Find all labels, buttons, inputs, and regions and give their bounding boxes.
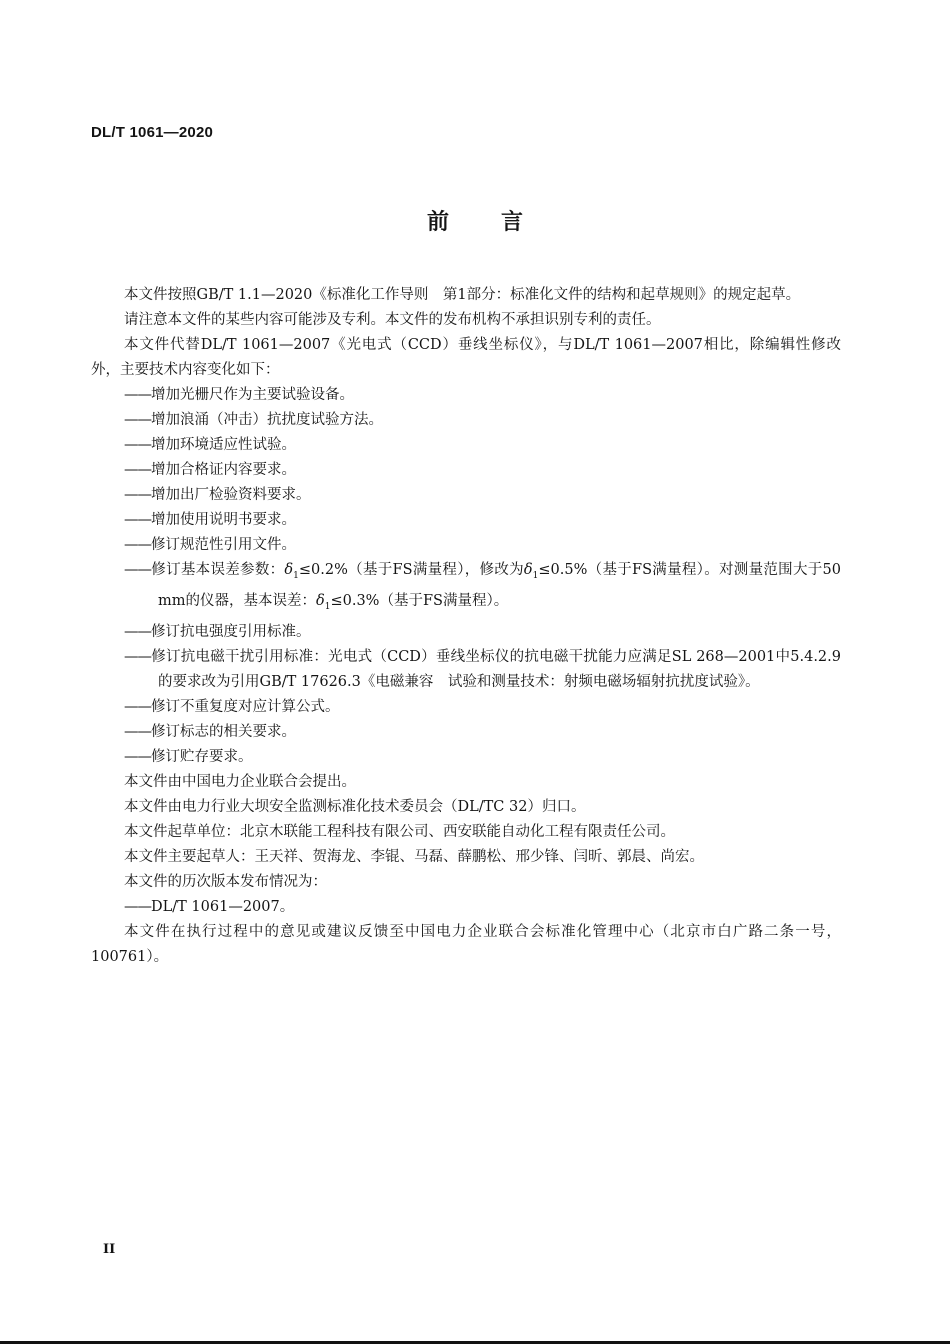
dash-marker: —— — [124, 387, 151, 403]
paragraph-history-intro: 本文件的历次版本发布情况为： — [124, 873, 327, 890]
change-item-error-params — [91, 558, 841, 620]
dash-marker: —— — [124, 537, 151, 553]
paragraph-drafting-units: 本文件起草单位：北京木联能工程科技有限公司、西安联能自动化工程有限责任公司。 — [124, 823, 675, 840]
paragraph-committee: 本文件由电力行业大坝安全监测标准化技术委员会（DL/TC 32）归口。 — [124, 798, 586, 815]
change-item — [91, 433, 841, 458]
change-text: 修订规范性引用文件。 — [151, 537, 296, 553]
paragraph-replacement: 本文件代替DL/T 1061—2007《光电式（CCD）垂线坐标仪》，与DL/T 1061—2007相比，除编辑性修改外，主要技术内容变化如下： — [91, 337, 841, 378]
change-text: ≤0.2%（基于FS满量程），修改为 — [298, 562, 524, 578]
dash-marker: —— — [124, 412, 151, 428]
change-text: 修订抗电强度引用标准。 — [151, 623, 311, 640]
dash-marker: —— — [124, 562, 151, 578]
change-item — [91, 745, 841, 770]
change-text: 增加合格证内容要求。 — [151, 462, 296, 478]
change-text: 修订标志的相关要求。 — [151, 723, 296, 740]
change-item — [91, 508, 841, 533]
page-title: 前言 — [426, 210, 575, 235]
paragraph-proposer: 本文件由中国电力企业联合会提出。 — [124, 773, 356, 790]
change-text: ≤0.3%（基于FS满量程）。 — [330, 592, 509, 609]
change-item — [91, 408, 841, 433]
change-text: 增加浪涌（冲击）抗扰度试验方法。 — [151, 412, 383, 428]
change-item — [91, 645, 841, 695]
change-item — [91, 458, 841, 483]
change-item — [91, 483, 841, 508]
change-item — [91, 620, 841, 645]
change-item — [91, 383, 841, 408]
foreword-body — [91, 283, 841, 970]
dash-marker: —— — [124, 512, 151, 528]
page-number: II — [103, 1242, 116, 1257]
change-text: 增加环境适应性试验。 — [151, 437, 296, 453]
change-text: 修订基本误差参数： — [151, 562, 285, 578]
change-text: 修订贮存要求。 — [151, 748, 253, 765]
delta-symbol: $\delta_1$ — [523, 562, 539, 581]
paragraph-patent-notice: 请注意本文件的某些内容可能涉及专利。本文件的发布机构不承担识别专利的责任。 — [124, 312, 661, 328]
change-text: ≤0.5%（基于FS满量程）。对测量范围大于50 mm的仪器，基本误差： — [158, 562, 842, 609]
dash-marker: —— — [124, 623, 151, 640]
change-text: 增加光栅尺作为主要试验设备。 — [151, 387, 354, 403]
change-text: 增加出厂检验资料要求。 — [151, 487, 311, 503]
history-text: DL/T 1061—2007。 — [151, 898, 295, 915]
dash-marker: —— — [124, 723, 151, 740]
dash-marker: —— — [124, 748, 151, 765]
change-text: 修订不重复度对应计算公式。 — [151, 698, 340, 715]
delta-symbol: $\delta_1$ — [316, 592, 331, 612]
change-text: 修订抗电磁干扰引用标准：光电式（CCD）垂线坐标仪的抗电磁干扰能力应满足SL 268—2001中5.4.2.9的要求改为引用GB/T 17626.3《电磁兼容 试验和测量技术：射频电磁场辐射抗扰度试验》。 — [151, 648, 841, 690]
dash-marker: —— — [124, 898, 151, 915]
dash-marker: —— — [124, 698, 151, 715]
dash-marker: —— — [124, 462, 151, 478]
change-item — [91, 533, 841, 558]
change-item — [91, 695, 841, 720]
dash-marker: —— — [124, 487, 151, 503]
change-text: 增加使用说明书要求。 — [151, 512, 296, 528]
history-item — [91, 895, 841, 920]
paragraph-drafters: 本文件主要起草人：王天祥、贺海龙、李锟、马磊、薛鹏松、邢少锋、闫昕、郭晨、尚宏。 — [124, 848, 704, 865]
standard-code: DL/T 1061—2020 — [91, 124, 214, 141]
dash-marker: —— — [124, 437, 151, 453]
delta-symbol: $\delta_1$ — [284, 562, 299, 581]
paragraph-drafting-basis: 本文件按照GB/T 1.1—2020《标准化工作导则 第1部分：标准化文件的结构和起草规则》的规定起草。 — [124, 287, 801, 303]
dash-marker: —— — [124, 648, 151, 665]
change-item — [91, 720, 841, 745]
paragraph-feedback: 本文件在执行过程中的意见或建议反馈至中国电力企业联合会标准化管理中心（北京市白广路二条一号，100761）。 — [91, 923, 841, 965]
